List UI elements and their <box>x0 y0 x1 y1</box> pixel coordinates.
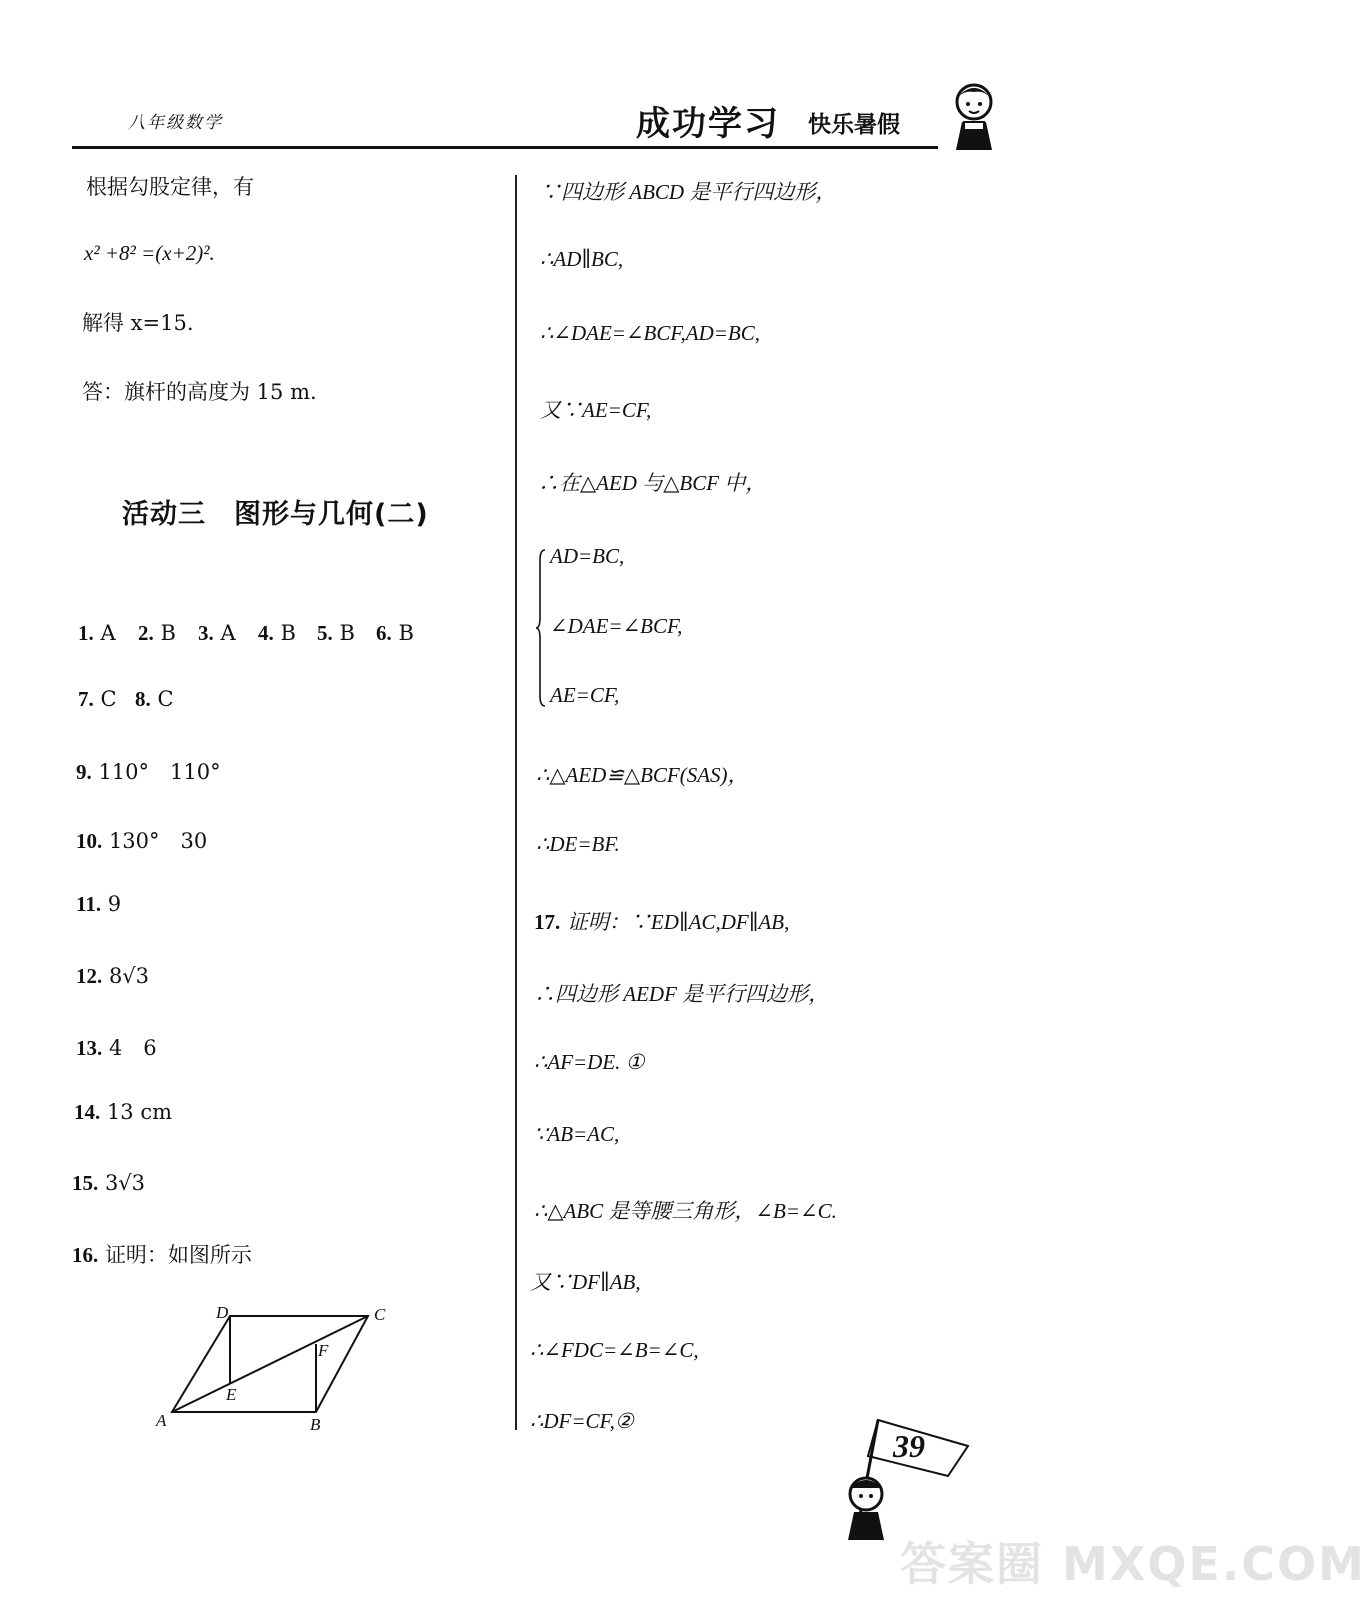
right-line-8: 17. 证明：∵ED∥AC,DF∥AB, <box>534 910 790 934</box>
brace-line-1: AD=BC, <box>550 544 625 568</box>
answer-4: 4. B <box>258 621 296 645</box>
right-line-3: ∴∠DAE=∠BCF,AD=BC, <box>540 321 760 345</box>
label-c: C <box>374 1305 386 1324</box>
brace-line-2: ∠DAE=∠BCF, <box>550 614 683 638</box>
right-line-15: ∴DF=CF,② <box>530 1409 634 1433</box>
label-b: B <box>310 1415 321 1434</box>
answer-5: 5. B <box>317 621 355 645</box>
label-a: A <box>156 1411 167 1430</box>
header-subtitle: 快乐暑假 <box>808 112 900 138</box>
right-line-7: ∴DE=BF. <box>536 832 620 856</box>
left-line-1: 根据勾股定律，有 <box>86 175 254 199</box>
left-line-3: 解得 x=15. <box>82 311 194 335</box>
right-line-6: ∴△AED≌△BCF(SAS)， <box>536 763 749 787</box>
brace-line-3: AE=CF, <box>550 683 620 707</box>
answer-3: 3. A <box>198 621 236 645</box>
answer-10: 10. 130° 30 <box>76 829 208 853</box>
left-equation: x² +8² =(x+2)². <box>84 241 215 265</box>
right-line-9: ∴四边形 AEDF 是平行四边形， <box>534 982 830 1006</box>
answer-9: 9. 110° 110° <box>76 760 221 784</box>
right-line-4: 又∵AE=CF, <box>540 398 652 422</box>
right-line-13: 又∵DF∥AB, <box>530 1270 641 1294</box>
right-line-11: ∵AB=AC, <box>534 1122 620 1146</box>
label-f: F <box>318 1341 329 1360</box>
page-number: 39 <box>893 1428 925 1464</box>
header-brand: 成功学习 <box>636 104 780 144</box>
header-rule <box>72 146 938 149</box>
answer-8: 8. C <box>135 687 174 711</box>
label-d: D <box>216 1303 229 1322</box>
answer-11: 11. 9 <box>76 892 122 916</box>
column-divider <box>515 175 517 1430</box>
section-title: 活动三 图形与几何(二) <box>122 499 429 530</box>
answer-7: 7. C <box>78 687 117 711</box>
answer-13: 13. 4 6 <box>76 1036 157 1060</box>
label-e: E <box>226 1385 237 1404</box>
header-grade: 八年级数学 <box>128 113 223 133</box>
answer-16: 16. 证明：如图所示 <box>72 1243 252 1267</box>
watermark: 答案圈 MXQE.COM <box>900 1537 1366 1591</box>
cartoon-girl-icon <box>944 78 1004 152</box>
answer-2: 2. B <box>138 621 176 645</box>
left-line-4: 答：旗杆的高度为 15 m. <box>82 380 317 404</box>
right-line-1: ∵四边形 ABCD 是平行四边形， <box>540 180 837 204</box>
right-line-5: ∴在△AED 与△BCF 中， <box>538 471 767 495</box>
right-line-2: ∴AD∥BC, <box>540 247 624 271</box>
answer-14: 14. 13 cm <box>74 1100 173 1124</box>
answer-1: 1. A <box>78 621 116 645</box>
answer-12: 12. 8√3 <box>76 964 150 988</box>
right-line-14: ∴∠FDC=∠B=∠C, <box>530 1338 699 1362</box>
answer-15: 15. 3√3 <box>72 1171 146 1195</box>
right-line-12: ∴△ABC 是等腰三角形，∠B=∠C. <box>534 1199 837 1223</box>
right-line-10: ∴AF=DE. ① <box>534 1050 645 1074</box>
left-brace <box>536 548 546 708</box>
parallelogram-figure <box>150 1298 400 1438</box>
answer-6: 6. B <box>376 621 414 645</box>
